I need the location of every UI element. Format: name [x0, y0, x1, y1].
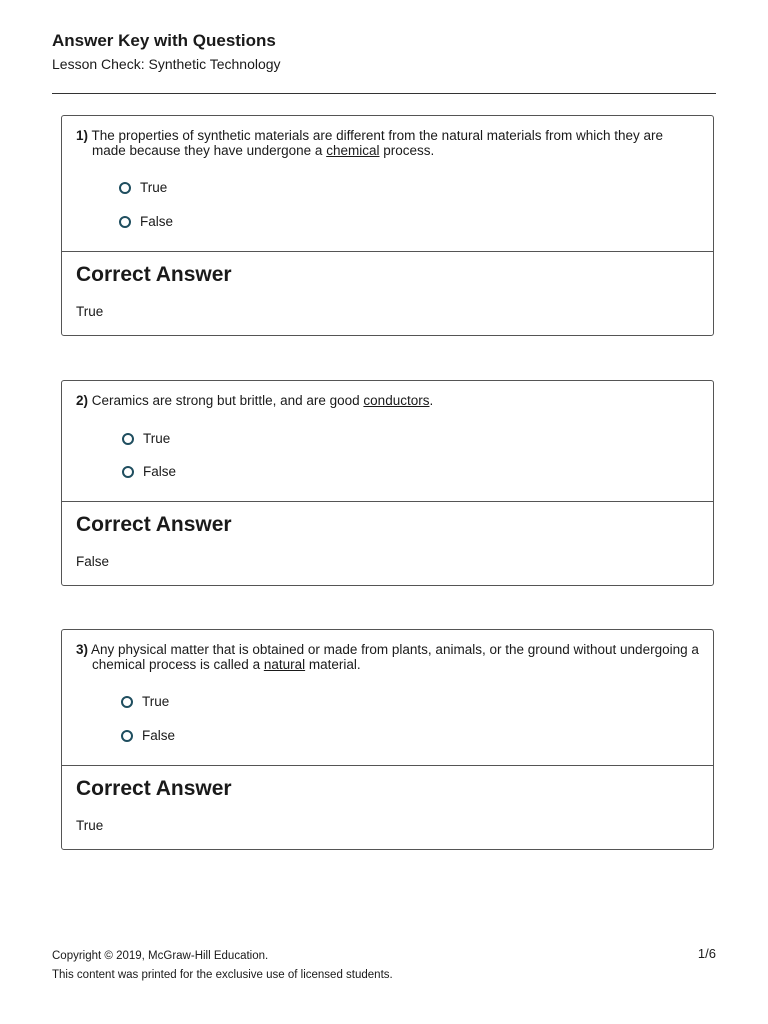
question-body — [62, 116, 713, 158]
option-true[interactable] — [119, 180, 167, 195]
question-body — [62, 381, 713, 408]
copyright-text: Copyright © 2019, McGraw-Hill Education. — [52, 950, 269, 962]
correct-answer-value: False — [76, 554, 110, 569]
radio-button-icon[interactable] — [119, 182, 131, 194]
correct-answer-heading: Correct Answer — [76, 263, 232, 286]
option-false[interactable] — [121, 728, 175, 743]
radio-button-icon[interactable] — [121, 696, 133, 708]
license-notice: This content was printed for the exclusive use of licensed students. — [52, 969, 393, 981]
question-text: 2) Ceramics are strong but brittle, and are good conductors. — [76, 393, 434, 408]
underlined-term: chemical — [326, 143, 380, 158]
option-true[interactable] — [122, 431, 170, 446]
underlined-term: natural — [263, 657, 306, 672]
question-text: 1) The properties of synthetic materials are different from the natural materials from which they are made because they have undergone a chemical process. — [76, 128, 664, 158]
question-number: 2) — [76, 393, 89, 408]
header-divider — [52, 93, 716, 94]
question-number: 1) — [76, 128, 89, 143]
page-header — [52, 30, 716, 73]
option-false[interactable] — [122, 464, 176, 479]
radio-button-icon[interactable] — [122, 433, 134, 445]
page-footer — [52, 947, 393, 985]
option-label: True — [140, 180, 168, 195]
question-number: 3) — [76, 642, 89, 657]
option-false[interactable] — [119, 214, 173, 229]
radio-button-icon[interactable] — [122, 466, 134, 478]
radio-button-icon[interactable] — [121, 730, 133, 742]
underlined-term: conductors — [363, 393, 430, 408]
answer-section — [62, 501, 713, 585]
page-subtitle: Lesson Check: Synthetic Technology — [52, 56, 281, 72]
option-label: True — [142, 694, 170, 709]
option-true[interactable] — [121, 694, 169, 709]
answer-section — [62, 251, 713, 335]
question-card-2 — [61, 380, 714, 586]
page-title: Answer Key with Questions — [52, 31, 276, 50]
option-label: False — [142, 728, 176, 743]
answer-section — [62, 765, 713, 849]
option-label: True — [143, 431, 171, 446]
option-label: False — [140, 214, 174, 229]
correct-answer-heading: Correct Answer — [76, 777, 232, 800]
radio-button-icon[interactable] — [119, 216, 131, 228]
question-text: 3) Any physical matter that is obtained or made from plants, animals, or the ground without undergoing a chemical process is called a natural material. — [76, 642, 699, 672]
page-number: 1/6 — [697, 946, 716, 961]
question-body — [62, 630, 713, 672]
correct-answer-value: True — [76, 818, 104, 833]
option-label: False — [143, 464, 177, 479]
correct-answer-heading: Correct Answer — [76, 513, 232, 536]
correct-answer-value: True — [76, 304, 104, 319]
question-card-3 — [61, 629, 714, 850]
question-card-1 — [61, 115, 714, 336]
